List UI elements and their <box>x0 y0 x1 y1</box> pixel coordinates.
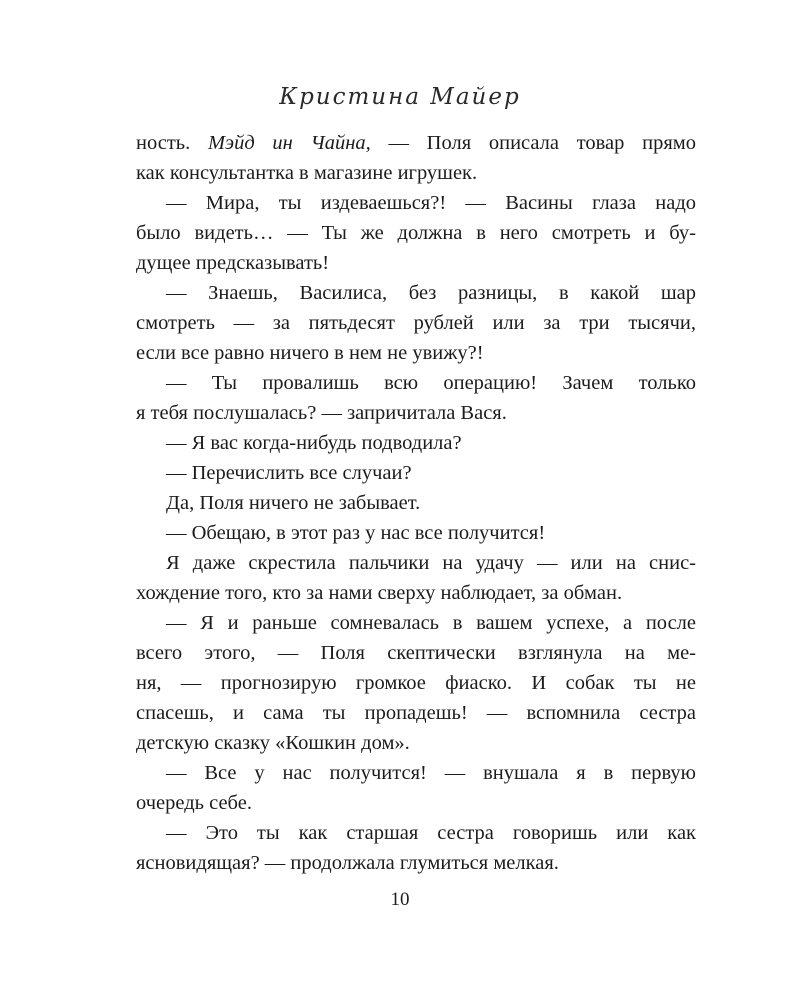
italic-product-name: Мэйд ин Чайна, <box>207 132 371 154</box>
text-line: — Перечислить все случаи? <box>166 462 412 484</box>
text-line: ясновидящая? — продолжала глумиться мелкая. <box>136 852 559 874</box>
text-line: — Это ты как старшая сестра говоришь или как <box>166 822 696 844</box>
text-line: хождение того, кто за нами сверху наблюдает, за обман. <box>136 582 623 604</box>
text-line: очередь себе. <box>136 792 252 814</box>
text-span: — Поля описала товар прямо <box>370 132 696 154</box>
text-line: — Все у нас получится! — внушала я в первую <box>166 762 696 784</box>
text-line: — Я и раньше сомневалась в вашем успехе, а после <box>166 612 696 634</box>
text-line: если все равно ничего в нем не увижу?! <box>136 342 484 364</box>
text-line: — Я вас когда-нибудь подводила? <box>166 432 462 454</box>
text-line: детскую сказку «Кошкин дом». <box>136 732 410 754</box>
text-line <box>136 128 696 158</box>
text-line: спасешь, и сама ты пропадешь! — вспомнила сестра <box>136 702 696 724</box>
text-line: — Ты провалишь всю операцию! Зачем только <box>166 372 696 394</box>
text-line: как консультантка в магазине игрушек. <box>136 162 478 184</box>
text-line: дущее предсказывать! <box>136 252 330 274</box>
text-line: было видеть… — Ты же должна в него смотреть и бу- <box>136 222 696 244</box>
text-line: я тебя послушалась? — запричитала Вася. <box>136 402 507 424</box>
running-header-author: Кристина Майер <box>279 84 521 110</box>
text-span: ность. <box>136 132 208 154</box>
text-line: ня, — прогнозирую громкое фиаско. И собак ты не <box>136 672 696 694</box>
page-body-text <box>136 128 696 878</box>
text-line: — Мира, ты издеваешься?! — Васины глаза надо <box>166 192 696 214</box>
text-line: смотреть — за пятьдесят рублей или за три тысячи, <box>136 312 696 334</box>
text-line: Да, Поля ничего не забывает. <box>166 492 421 514</box>
text-line: всего этого, — Поля скептически взглянула на ме- <box>136 642 696 664</box>
text-line: — Обещаю, в этот раз у нас все получится! <box>166 522 546 544</box>
text-line: — Знаешь, Василиса, без разницы, в какой шар <box>166 282 696 304</box>
text-line: Я даже скрестила пальчики на удачу — или на снис- <box>166 552 696 574</box>
page-number: 10 <box>390 889 410 910</box>
